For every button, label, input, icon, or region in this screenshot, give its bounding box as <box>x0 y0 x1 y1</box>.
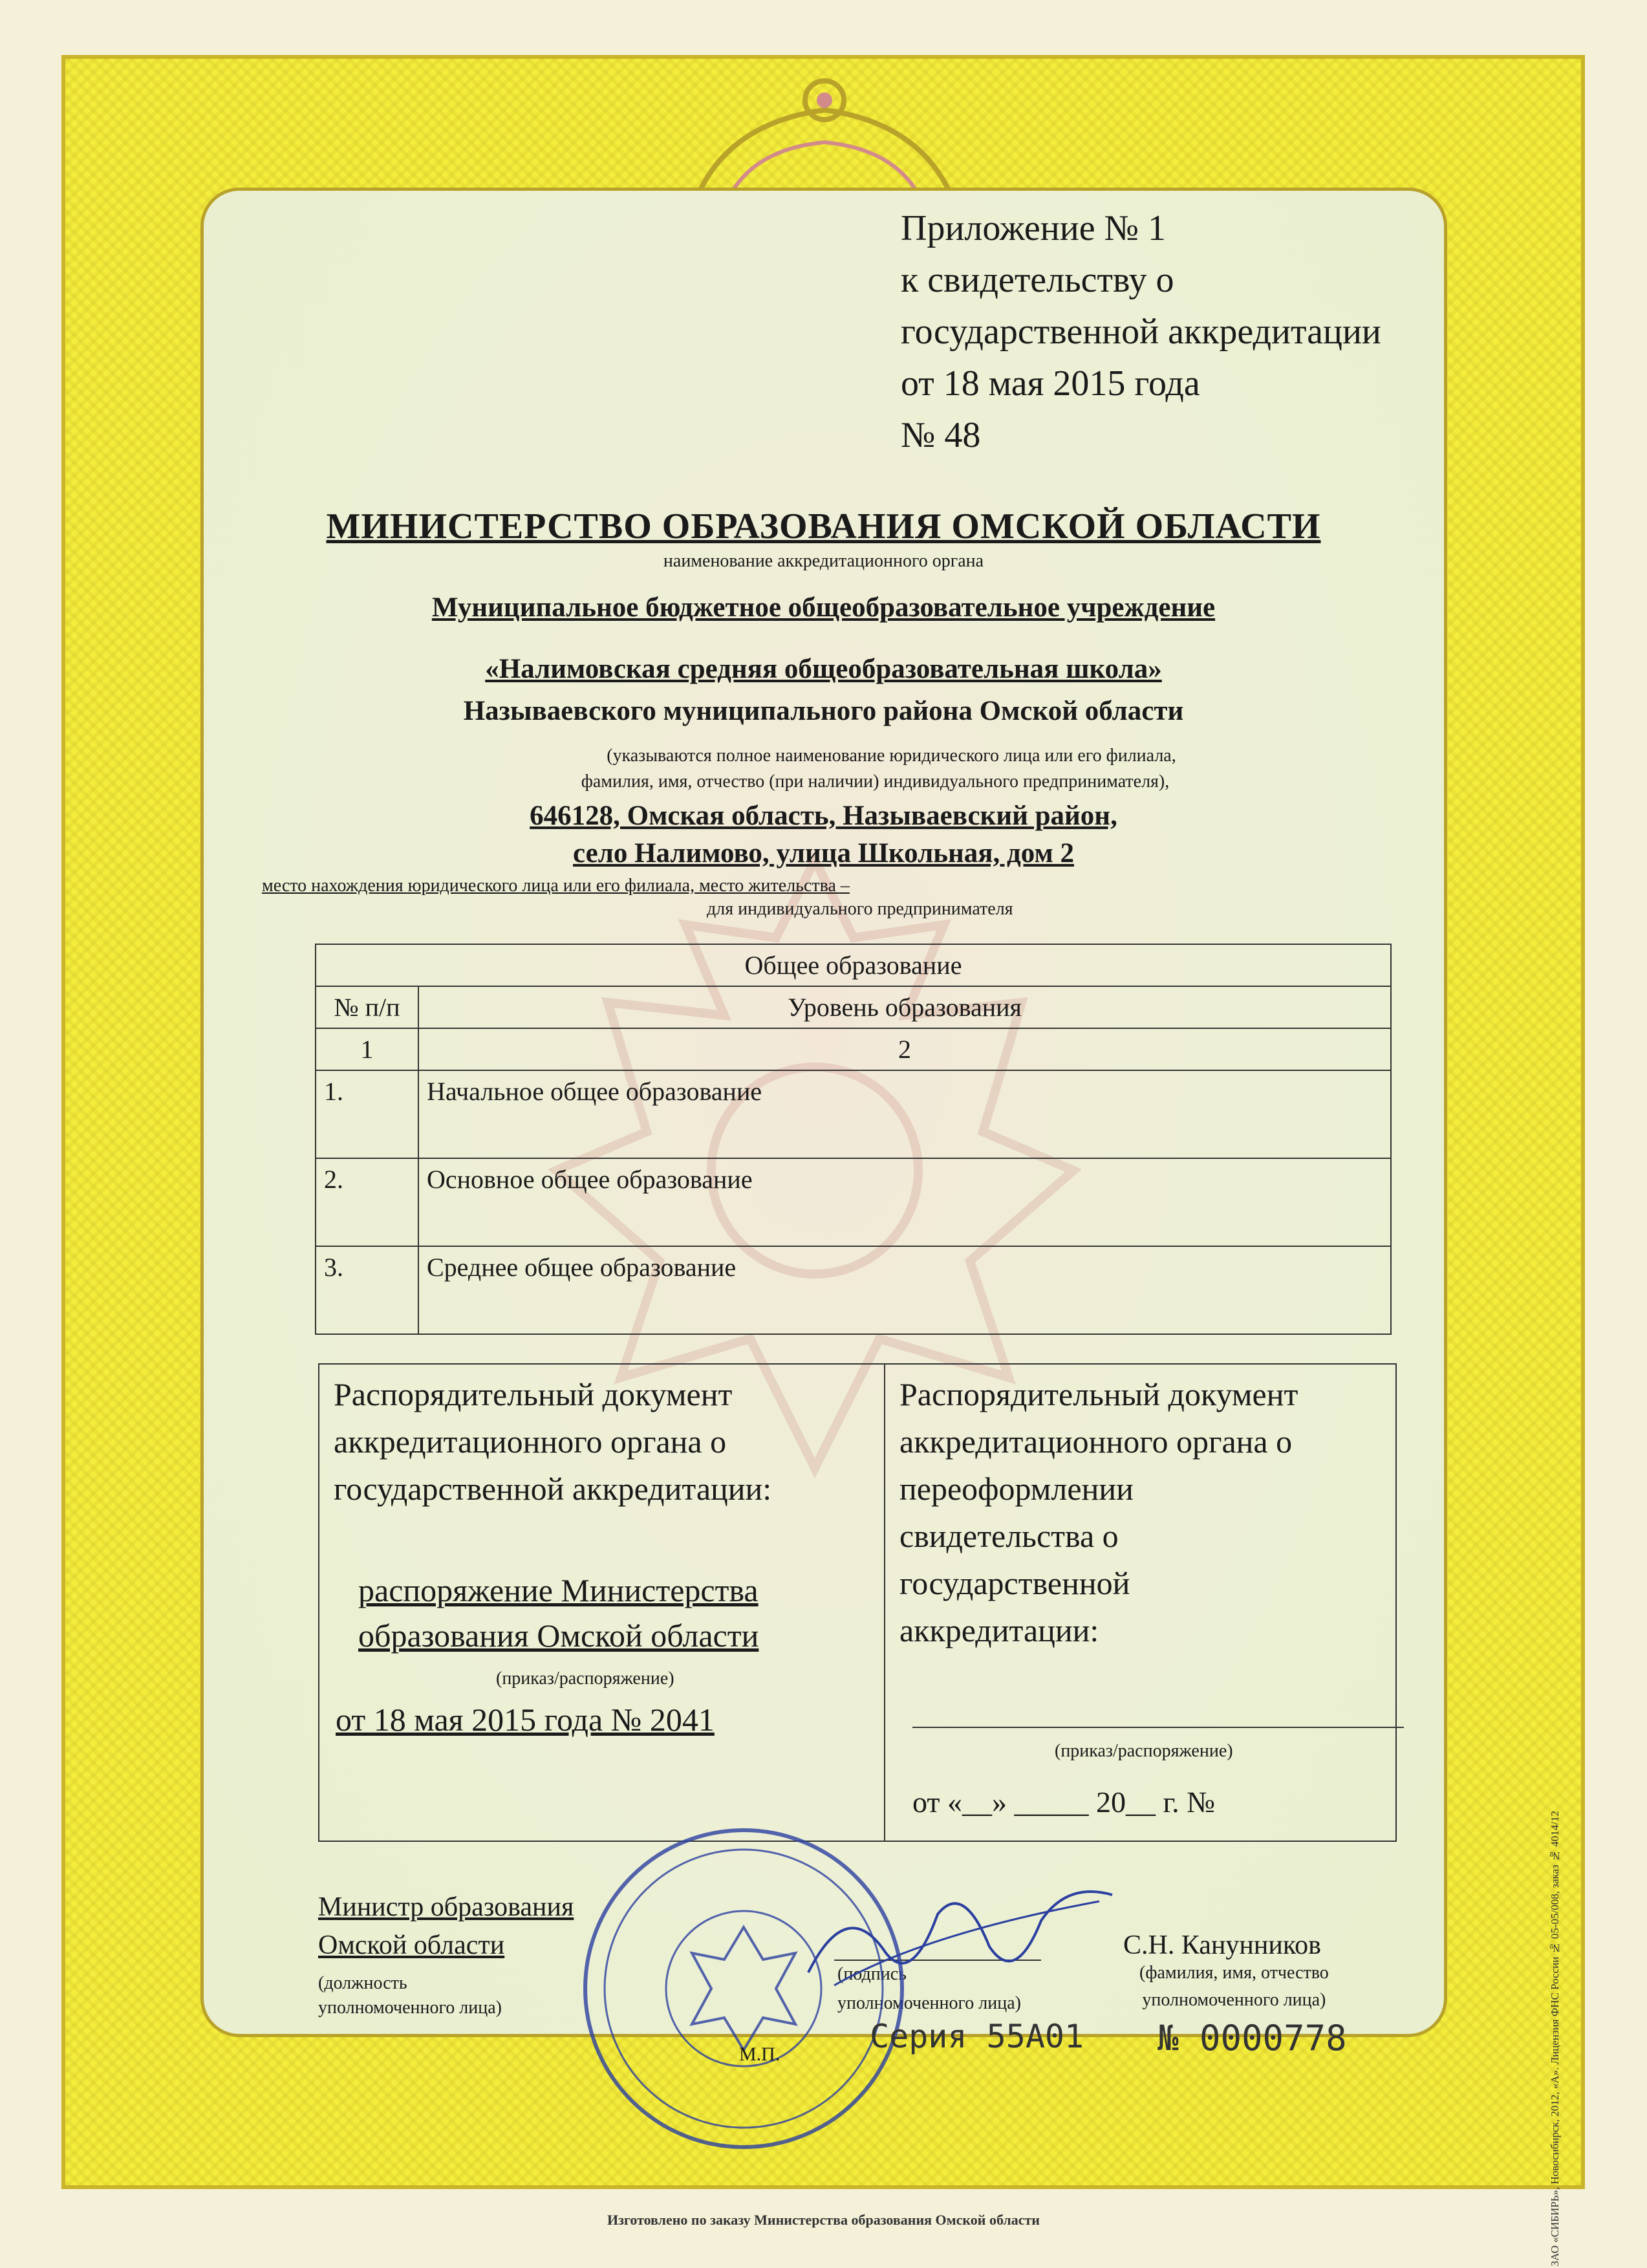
signatory-position-line-1: Министр образования <box>318 1892 574 1922</box>
reissue-document-heading <box>899 1371 1298 1654</box>
heading-line: аккредитационного органа о <box>899 1423 1293 1460</box>
row-number: 2. <box>316 1158 418 1246</box>
heading-line: аккредитационного органа о <box>334 1423 727 1460</box>
form-series: Серия 55А01 <box>870 2018 1084 2055</box>
crown-ornament-icon <box>692 71 957 200</box>
reissue-document-cell <box>885 1365 1395 1841</box>
row-number: 3. <box>316 1246 418 1334</box>
address-line-2: село Налимово, улица Школьная, дом 2 <box>573 838 1074 869</box>
heading-line: переоформлении <box>899 1471 1134 1507</box>
caption-line: (должность <box>318 1973 407 1993</box>
ministry-name: МИНИСТЕРСТВО ОБРАЗОВАНИЯ ОМСКОЙ ОБЛАСТИ <box>326 506 1321 546</box>
signatory-name: С.Н. Канунников <box>1123 1930 1321 1960</box>
annex-line: № 48 <box>901 415 981 455</box>
annex-header <box>901 202 1381 461</box>
heading-line: Распорядительный документ <box>334 1376 733 1412</box>
caption-line: уполномоченного лица) <box>318 1998 502 2018</box>
order-date: от 18 мая 2015 года № 2041 <box>336 1701 715 1738</box>
heading-line: государственной аккредитации: <box>334 1471 772 1507</box>
heading-line: свидетельства о <box>899 1518 1119 1554</box>
organization-hint-2: фамилия, имя, отчество (при наличии) индивидуального предпринимателя), <box>581 772 1170 792</box>
printer-note: Изготовлено по заказу Министерства образования Омской области <box>607 2212 1040 2228</box>
column-index: 1 <box>316 1028 418 1070</box>
address-caption-1: место нахождения юридического лица или его филиала, место жительства – <box>262 876 850 896</box>
organization-hint-1: (указываются полное наименование юридического лица или его филиала, <box>607 746 1176 766</box>
address-line-1: 646128, Омская область, Называевский район, <box>530 801 1117 831</box>
ministry-caption: наименование аккредитационного органа <box>663 551 984 571</box>
caption-line: (фамилия, имя, отчество <box>1139 1963 1329 1983</box>
table-title: Общее образование <box>316 944 1391 986</box>
heading-line: аккредитации: <box>899 1612 1099 1648</box>
row-level: Среднее общее образование <box>418 1246 1391 1334</box>
handwritten-signature-icon <box>795 1856 1119 1998</box>
blank-order-date: от «__» _____ 20__ г. № <box>912 1786 1216 1819</box>
table-row <box>316 1158 1391 1246</box>
column-header-number: № п/п <box>316 986 418 1028</box>
table-row <box>316 1246 1391 1334</box>
order-title-line-1: распоряжение Министерства <box>358 1572 759 1608</box>
organization-line-2: «Налимовская средняя общеобразовательная школа» <box>485 654 1162 684</box>
organization-line-3: Называевского муниципального района Омской области <box>463 696 1184 726</box>
seal-place-mark: М.П. <box>739 2044 780 2065</box>
administrative-documents-box <box>318 1363 1397 1842</box>
position-caption <box>318 1971 502 2020</box>
accreditation-document-heading <box>334 1371 771 1513</box>
annex-line: Приложение № 1 <box>901 208 1166 248</box>
blank-order-line <box>912 1727 1404 1728</box>
form-number: № 0000778 <box>1157 2018 1347 2058</box>
column-header-level: Уровень образования <box>418 986 1391 1028</box>
annex-line: государственной аккредитации <box>901 312 1381 352</box>
address-caption-2: для индивидуального предпринимателя <box>707 899 1013 919</box>
annex-line: от 18 мая 2015 года <box>901 363 1200 404</box>
annex-line: к свидетельству о <box>901 260 1174 300</box>
caption-line: уполномоченного лица) <box>1142 1990 1326 2010</box>
heading-line: Распорядительный документ <box>899 1376 1298 1412</box>
name-caption <box>1139 1960 1329 2014</box>
row-level: Начальное общее образование <box>418 1070 1391 1158</box>
caption-line: уполномоченного лица) <box>837 1993 1021 2013</box>
row-level: Основное общее образование <box>418 1158 1391 1246</box>
accreditation-document-cell <box>319 1365 885 1841</box>
order-caption: (приказ/распоряжение) <box>1055 1741 1233 1761</box>
order-title-line-2: образования Омской области <box>358 1617 759 1654</box>
row-number: 1. <box>316 1070 418 1158</box>
table-row <box>316 1070 1391 1158</box>
signatory-position-line-2: Омской области <box>318 1930 505 1960</box>
education-levels-table <box>315 944 1392 1335</box>
side-printer-note: ЗАО «СИБИРЬ», Новосибирск, 2012, «А». Лицензия ФНС России № 05-05/008, заказ № 4014/12 <box>1549 1811 1561 2267</box>
organization-line-1: Муниципальное бюджетное общеобразовательное учреждение <box>431 592 1216 623</box>
caption-line: (подпись <box>837 1964 907 1984</box>
heading-line: государственной <box>899 1565 1130 1601</box>
order-caption: (приказ/распоряжение) <box>496 1669 674 1689</box>
column-index: 2 <box>418 1028 1391 1070</box>
